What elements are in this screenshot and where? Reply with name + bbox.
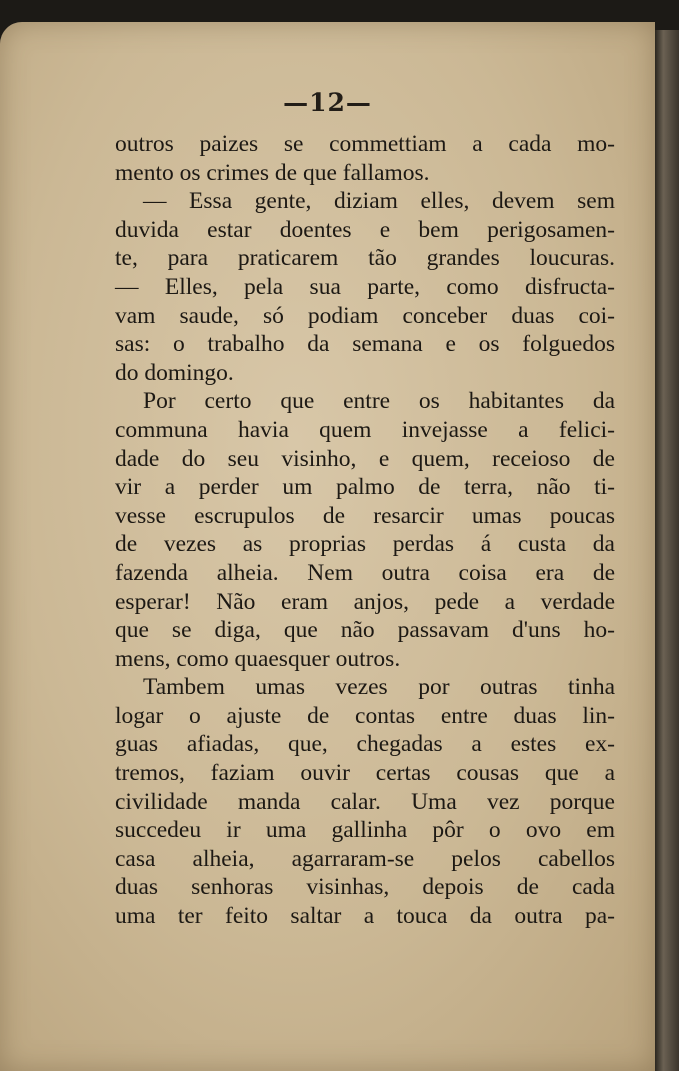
text-line: duvida estar doentes e bem perigosamen- [115,216,615,243]
text-line: te, para praticarem tão grandes loucuras. [115,245,615,272]
text-line: vesse escrupulos de resarcir umas poucas [115,502,615,529]
text-line: vam saude, só podiam conceber duas coi- [115,302,615,329]
text-line: guas afiadas, que, chegadas a estes ex- [115,731,615,758]
text-line: esperar! Não eram anjos, pede a verdade [115,588,615,615]
text-line: que se diga, que não passavam d'uns ho- [115,617,615,644]
text-line: de vezes as proprias perdas á custa da [115,531,615,558]
text-line: outros paizes se commettiam a cada mo- [115,131,615,157]
book-spine-edge [655,30,679,1071]
text-line: logar o ajuste de contas entre duas lin- [115,702,615,729]
text-line: do domingo. [115,359,234,386]
text-line: duas senhoras visinhas, depois de cada [115,874,615,901]
text-line: sas: o trabalho da semana e os folguedos [115,331,615,358]
body-text [115,130,615,931]
text-line: uma ter feito saltar a touca da outra pa- [115,903,615,930]
text-line: Por certo que entre os habitantes da [143,388,615,415]
text-line: fazenda alheia. Nem outra coisa era de [115,559,615,586]
text-line: — Elles, pela sua parte, como disfructa- [115,273,615,300]
text-line: mento os crimes de que fallamos. [115,159,430,186]
text-line: mens, como quaesquer outros. [115,645,401,672]
page-number: —12— [283,88,372,117]
text-line: casa alheia, agarraram-se pelos cabellos [115,845,615,872]
text-line: civilidade manda calar. Uma vez porque [115,788,615,815]
text-line: communa havia quem invejasse a felici- [115,416,615,443]
text-line: succedeu ir uma gallinha pôr o ovo em [115,817,615,844]
text-line: vir a perder um palmo de terra, não ti- [115,474,615,501]
text-line: — Essa gente, diziam elles, devem sem [143,188,615,215]
text-line: Tambem umas vezes por outras tinha [143,674,615,701]
text-line: dade do seu visinho, e quem, receioso de [115,445,615,472]
text-line: tremos, faziam ouvir certas cousas que a [115,760,615,787]
